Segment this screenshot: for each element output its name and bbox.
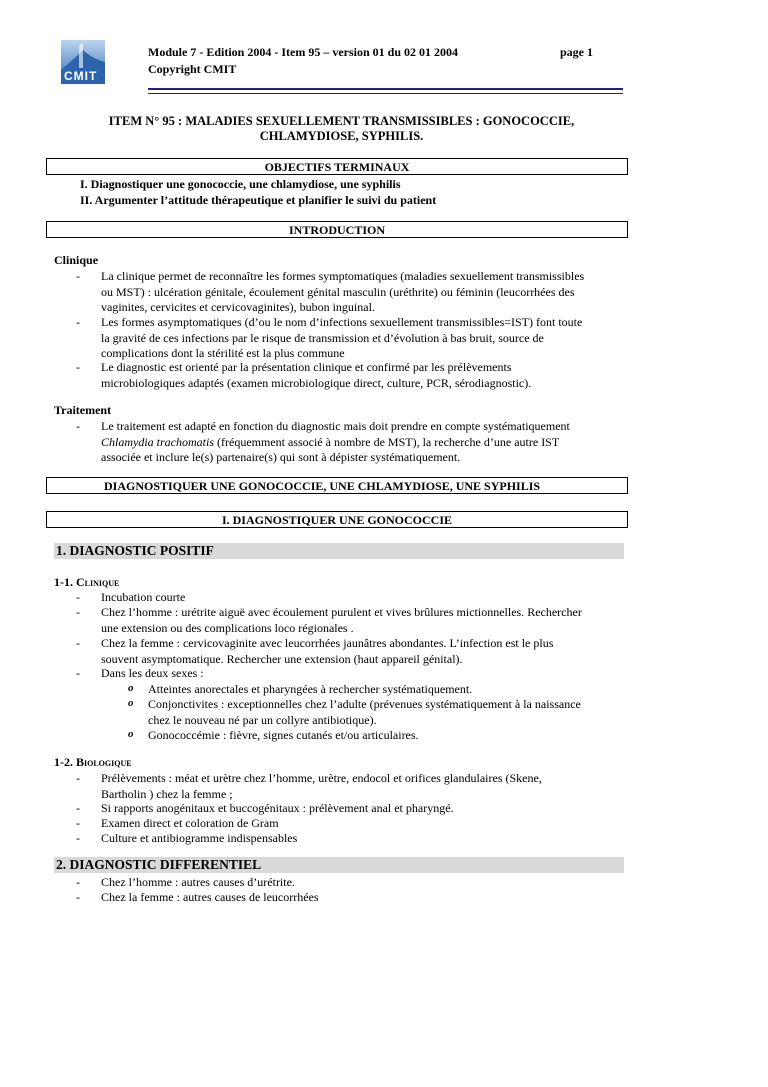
- traitement-item: Le traitement est adapté en fonction du diagnostic mais doit prendre en compte systématiquement Chlamydia trachomatis (fréquemment associé à nombre de MST), la recherche d’une autre IST associée et inclure le(s) partenaire(s) qui sont à dépister systématiquement.: [101, 419, 570, 464]
- page-title: [60, 114, 623, 144]
- traitement-label: Traitement: [54, 403, 112, 417]
- clinique-item-3: Chez la femme : cervicovaginite avec leucorrhées jaunâtres abondantes. L’infection est le plus souvent asymptomatique. Rechercher une extension (haut appareil génital).: [101, 636, 554, 666]
- introduction-heading: INTRODUCTION: [46, 221, 628, 238]
- biologique-subheading: 1-2. Biologique: [54, 755, 132, 769]
- sub-bullet-o: o: [128, 682, 134, 694]
- chlamydia-italic: Chlamydia trachomatis: [101, 434, 214, 449]
- bullet-dash: -: [76, 419, 80, 433]
- bullet-dash: -: [76, 875, 80, 889]
- header-page-number: page 1: [560, 45, 593, 59]
- bullet-dash: -: [76, 636, 80, 650]
- diag-diff-heading: 2. DIAGNOSTIC DIFFERENTIEL: [54, 857, 624, 873]
- intro-clinique-item-2: Les formes asymptomatiques (d’ou le nom d’infections sexuellement transmissibles=IST) font toute la gravité de ces infections par le risque de transmission et d’évolution à bas bruit, source de complications dont la stérilité est la plus commune: [101, 315, 583, 360]
- objectif-1: I. Diagnostiquer une gonococcie, une chlamydiose, une syphilis: [80, 177, 401, 191]
- header-rule-thin: [148, 93, 623, 94]
- bullet-dash: -: [76, 269, 80, 283]
- bullet-dash: -: [76, 666, 80, 680]
- clinique-item-1: Incubation courte: [101, 590, 186, 604]
- title-line-1: ITEM N° 95 : MALADIES SEXUELLEMENT TRANSMISSIBLES : GONOCOCCIE,: [108, 114, 575, 128]
- objectifs-heading: OBJECTIFS TERMINAUX: [46, 158, 628, 175]
- header-copyright: Copyright CMIT: [148, 62, 237, 76]
- header-rule: [148, 88, 623, 90]
- bio-item-3: Examen direct et coloration de Gram: [101, 816, 279, 830]
- sub-item-3: Gonococcémie : fièvre, signes cutanés et/ou articulaires.: [148, 728, 419, 742]
- bullet-dash: -: [76, 831, 80, 845]
- bullet-dash: -: [76, 590, 80, 604]
- bullet-dash: -: [76, 801, 80, 815]
- bullet-dash: -: [76, 315, 80, 329]
- bullet-dash: -: [76, 816, 80, 830]
- clinique-item-4: Dans les deux sexes :: [101, 666, 204, 680]
- sub-bullet-o: o: [128, 697, 134, 709]
- bio-item-1: Prélèvements : méat et urètre chez l’homme, urètre, endocol et orifices glandulaires (Skene, Bartholin ) chez la femme ;: [101, 771, 542, 801]
- bullet-dash: -: [76, 360, 80, 374]
- section-gonococcie-heading: I. DIAGNOSTIQUER UNE GONOCOCCIE: [46, 511, 628, 528]
- title-line-2: CHLAMYDIOSE, SYPHILIS.: [259, 129, 424, 143]
- cmit-logo: [61, 40, 105, 84]
- clinique-item-2: Chez l’homme : urétrite aiguë avec écoulement purulent et vives brûlures mictionnelles. Rechercher une extension ou des complications loco régionales .: [101, 605, 582, 635]
- diff-item-2: Chez la femme : autres causes de leucorrhées: [101, 890, 319, 904]
- sub-item-2: Conjonctivites : exceptionnelles chez l’adulte (prévenues systématiquement à la naissance chez le nouveau né par un collyre antibiotique).: [148, 697, 581, 727]
- bio-item-4: Culture et antibiogramme indispensables: [101, 831, 298, 845]
- bullet-dash: -: [76, 771, 80, 785]
- diff-item-1: Chez l’homme : autres causes d’urétrite.: [101, 875, 295, 889]
- section-main-heading: DIAGNOSTIQUER UNE GONOCOCCIE, UNE CHLAMYDIOSE, UNE SYPHILIS: [46, 477, 628, 494]
- bullet-dash: -: [76, 605, 80, 619]
- bullet-dash: -: [76, 890, 80, 904]
- diag-positif-heading: 1. DIAGNOSTIC POSITIF: [54, 543, 624, 559]
- bio-item-2: Si rapports anogénitaux et buccogénitaux : prélèvement anal et pharyngé.: [101, 801, 454, 815]
- header-module-line: Module 7 - Edition 2004 - Item 95 – version 01 du 02 01 2004: [148, 45, 459, 59]
- sub-item-1: Atteintes anorectales et pharyngées à rechercher systématiquement.: [148, 682, 473, 696]
- logo-text: CMIT: [64, 69, 98, 83]
- intro-clinique-item-1: La clinique permet de reconnaître les formes symptomatiques (maladies sexuellement transmissibles ou MST) : ulcération génitale, écoulement génital masculin (uréthrite) ou féminin (leucorrhées des vaginites, cervicites et cervicovaginites), bubon inguinal.: [101, 269, 585, 314]
- clinique-label: Clinique: [54, 253, 99, 267]
- objectif-2: II. Argumenter l’attitude thérapeutique et planifier le suivi du patient: [80, 193, 437, 207]
- clinique-subheading: 1-1. Clinique: [54, 575, 120, 589]
- intro-clinique-item-3: Le diagnostic est orienté par la présentation clinique et confirmé par les prélèvements microbiologiques adaptés (examen microbiologique direct, culture, PCR, sérodiagnostic).: [101, 360, 532, 390]
- sub-bullet-o: o: [128, 728, 134, 740]
